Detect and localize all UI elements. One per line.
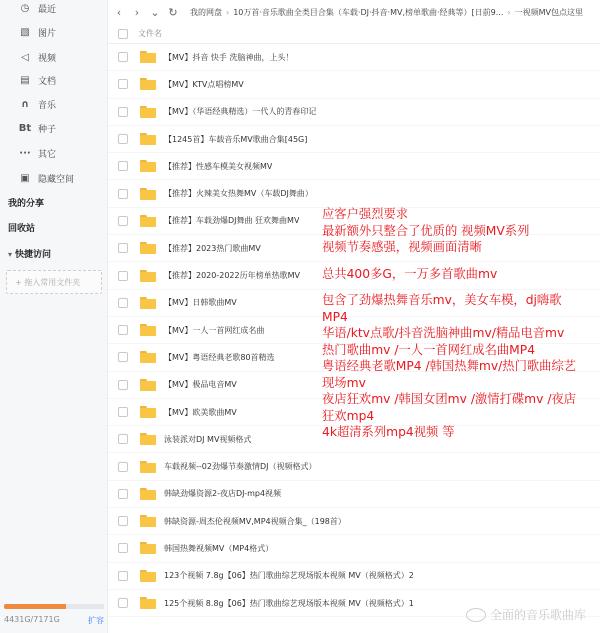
storage-bar-fill <box>4 604 66 609</box>
add-frequent-folder-dropzone[interactable]: + 拖入常用文件夹 <box>6 270 102 294</box>
folder-icon <box>140 570 156 582</box>
row-checkbox[interactable] <box>118 271 128 281</box>
promo-line: 夜店狂欢mv /韩国女团mv /激情打碟mv /夜店 <box>322 392 577 406</box>
file-row[interactable] <box>108 153 600 180</box>
row-checkbox[interactable] <box>118 380 128 390</box>
file-name[interactable]: 车载视频--02劲爆节奏激情DJ（视频格式） <box>164 462 317 472</box>
promo-line: 包含了劲爆热舞音乐mv，美女车模，dj嗨歌 <box>322 293 562 307</box>
file-name[interactable]: 泳装派对DJ MV视频格式 <box>164 434 252 444</box>
sidebar-item-label: 隐藏空间 <box>38 174 75 185</box>
file-name[interactable]: 【MV】抖音 快手 洗脑神曲，上头！ <box>164 52 294 62</box>
forward-arrow-icon[interactable]: › <box>134 5 140 19</box>
quick-access-label: 快捷访问 <box>15 250 52 260</box>
sidebar-item-label: 种子 <box>38 124 57 135</box>
folder-icon <box>140 542 156 554</box>
folder-icon <box>140 597 156 609</box>
file-name[interactable]: 【推荐】性感车模美女视频MV <box>164 161 273 171</box>
folder-icon <box>140 515 156 527</box>
file-row[interactable] <box>108 535 600 562</box>
file-list-header <box>108 24 600 44</box>
row-checkbox[interactable] <box>118 516 128 526</box>
folder-icon <box>140 297 156 309</box>
document-icon: ▤ <box>20 74 30 86</box>
bt-icon: Bt <box>18 122 32 134</box>
breadcrumb-separator-icon: › <box>507 7 511 17</box>
promo-line: 最新额外只整合了优质的 视频MV系列 <box>322 223 530 238</box>
lock-icon: ▣ <box>20 172 30 184</box>
file-name[interactable]: 【推荐】2023热门歌曲MV <box>164 243 261 253</box>
folder-icon <box>140 78 156 90</box>
watermark <box>466 606 586 623</box>
folder-icon <box>140 488 156 500</box>
row-checkbox[interactable] <box>118 161 128 171</box>
quick-access-heading <box>8 247 51 260</box>
folder-icon <box>140 379 156 391</box>
folder-icon <box>140 406 156 418</box>
column-filename[interactable]: 文件名 <box>138 29 162 38</box>
image-icon: ▧ <box>20 26 30 38</box>
sidebar-item-label: 文档 <box>38 76 57 87</box>
sidebar-item-label: 最近 <box>38 4 57 15</box>
breadcrumb-parent[interactable]: 10万首·音乐歌曲全类目合集（车载·DJ·抖音·MV,榜单歌曲·经典等）[日前9... <box>233 7 504 17</box>
sidebar-item-5[interactable] <box>0 115 108 141</box>
promo-block <box>322 206 597 256</box>
sidebar-item-7[interactable] <box>0 165 108 191</box>
more-icon: ··· <box>19 147 31 159</box>
row-checkbox[interactable] <box>118 462 128 472</box>
folder-icon <box>140 188 156 200</box>
row-checkbox[interactable] <box>118 107 128 117</box>
back-arrow-icon[interactable]: ‹ <box>116 5 122 19</box>
folder-icon <box>140 133 156 145</box>
row-checkbox[interactable] <box>118 216 128 226</box>
promo-line: 视频节奏感强，视频画面清晰 <box>322 240 482 254</box>
file-name[interactable]: 韩缺资源-周杰伦视频MV,MP4视频合集_（198首） <box>164 516 346 526</box>
folder-icon <box>140 215 156 227</box>
video-icon: ◁ <box>21 51 29 63</box>
file-name[interactable]: 123个视频 7.8g【06】热门歌曲综艺现场版本视频 MV（视频格式）2 <box>164 571 414 581</box>
file-name[interactable]: 【MV】KTV点唱榜MV <box>164 79 244 89</box>
row-checkbox[interactable] <box>118 571 128 581</box>
file-name[interactable]: 125个视频 8.8g【06】热门歌曲综艺现场版本视频 MV（视频格式）1 <box>164 598 414 608</box>
promo-line: 粤语经典老歌MP4 /韩国热舞mv/热门歌曲综艺 <box>322 359 577 373</box>
file-name[interactable]: 韩缺劲爆资源2-夜店DJ-mp4视频 <box>164 489 282 499</box>
row-checkbox[interactable] <box>118 489 128 499</box>
row-checkbox[interactable] <box>118 79 128 89</box>
row-checkbox[interactable] <box>118 189 128 199</box>
file-name[interactable]: 【MV】极品电音MV <box>164 380 237 390</box>
sidebar-item-label: 音乐 <box>38 100 57 111</box>
weibo-logo-icon <box>466 608 486 622</box>
file-row[interactable] <box>108 71 600 98</box>
history-dropdown-icon[interactable]: ⌄ <box>150 5 160 19</box>
file-name[interactable]: 【MV】欧美歌曲MV <box>164 407 237 417</box>
my-share-link[interactable]: 我的分享 <box>8 199 45 209</box>
expand-storage-link[interactable]: 扩容 <box>88 616 104 625</box>
promo-line: 应客户强烈要求 <box>322 207 409 221</box>
sidebar-item-label: 视频 <box>38 53 57 64</box>
folder-icon <box>140 106 156 118</box>
breadcrumb-root[interactable]: 我的网盘 <box>190 7 222 17</box>
file-name[interactable]: 【MV】一人一首网红成名曲 <box>164 325 265 335</box>
storage-text: 4431G/7171G <box>4 615 60 624</box>
file-row[interactable] <box>108 453 600 480</box>
file-row[interactable] <box>108 180 600 207</box>
sidebar-item-3[interactable] <box>0 67 108 93</box>
file-name[interactable]: 【推荐】2020-2022历年榜单热歌MV <box>164 271 300 281</box>
folder-icon <box>140 324 156 336</box>
row-checkbox[interactable] <box>118 325 128 335</box>
file-row[interactable] <box>108 508 600 535</box>
row-checkbox[interactable] <box>118 352 128 362</box>
folder-icon <box>140 160 156 172</box>
sidebar <box>0 0 108 633</box>
file-name[interactable]: 韩国热舞视频MV（MP4格式） <box>164 543 274 553</box>
row-checkbox[interactable] <box>118 434 128 444</box>
row-checkbox[interactable] <box>118 134 128 144</box>
promo-block <box>322 266 597 283</box>
file-row[interactable] <box>108 481 600 508</box>
promo-line: 热门歌曲mv /一人一首网红成名曲MP4 <box>322 342 536 357</box>
file-name[interactable]: 【推荐】车载劲爆DJ舞曲 狂欢舞曲MV <box>164 216 300 226</box>
folder-icon <box>140 51 156 63</box>
recycle-bin-link[interactable]: 回收站 <box>8 224 36 234</box>
promo-line: 总共400多G，一万多首歌曲mv <box>322 266 498 281</box>
breadcrumb-separator-icon: › <box>226 7 230 17</box>
storage-bar <box>4 604 104 609</box>
row-checkbox[interactable] <box>118 298 128 308</box>
file-name[interactable]: 【1245首】车载音乐MV歌曲合集[45G] <box>164 134 308 144</box>
row-checkbox[interactable] <box>118 407 128 417</box>
file-row[interactable] <box>108 99 600 126</box>
headphones-icon: ∩ <box>20 98 30 110</box>
watermark-text: 全面的音乐歌曲库 <box>489 608 586 622</box>
sidebar-item-label: 图片 <box>38 28 57 39</box>
folder-icon <box>140 270 156 282</box>
select-all-checkbox[interactable] <box>118 29 128 39</box>
folder-icon <box>140 351 156 363</box>
promo-line: 华语/ktv点歌/抖音洗脑神曲mv/精品电音mv <box>322 326 565 340</box>
file-row[interactable] <box>108 126 600 153</box>
row-checkbox[interactable] <box>118 243 128 253</box>
file-row[interactable] <box>108 44 600 71</box>
clock-icon: ◷ <box>20 2 30 14</box>
breadcrumb <box>190 7 583 18</box>
file-name[interactable]: 【MV】日韩歌曲MV <box>164 298 237 308</box>
chevron-down-icon[interactable]: ▾ <box>8 250 13 259</box>
promo-block <box>322 292 597 441</box>
promo-overlay-text <box>322 206 597 451</box>
row-checkbox[interactable] <box>118 52 128 62</box>
row-checkbox[interactable] <box>118 543 128 553</box>
folder-icon <box>140 433 156 445</box>
folder-icon <box>140 242 156 254</box>
sidebar-item-4[interactable] <box>0 91 108 117</box>
file-name[interactable]: 【MV】粤语经典老歌80首精选 <box>164 352 275 362</box>
row-checkbox[interactable] <box>118 598 128 608</box>
refresh-icon[interactable]: ↻ <box>168 5 178 19</box>
sidebar-item-6[interactable] <box>0 140 108 166</box>
top-navigation-bar <box>108 0 600 24</box>
file-name[interactable]: 【推荐】火辣美女热舞MV（车载DJ舞曲） <box>164 189 313 199</box>
file-row[interactable] <box>108 563 600 590</box>
folder-icon <box>140 461 156 473</box>
sidebar-item-0[interactable] <box>0 0 108 21</box>
promo-line: MP4 <box>322 309 348 324</box>
breadcrumb-current: 一视频MV包点这里 <box>514 7 583 17</box>
promo-line: 4k超清系列mp4视频 等 <box>322 425 455 439</box>
sidebar-item-label: 其它 <box>38 149 57 160</box>
storage-usage <box>4 604 104 626</box>
promo-line: 狂欢mp4 <box>322 408 375 423</box>
sidebar-item-1[interactable] <box>0 19 108 45</box>
promo-line: 现场mv <box>322 375 366 390</box>
file-name[interactable]: 【MV】（华语经典精选）一代人的青春印记 <box>164 107 317 117</box>
